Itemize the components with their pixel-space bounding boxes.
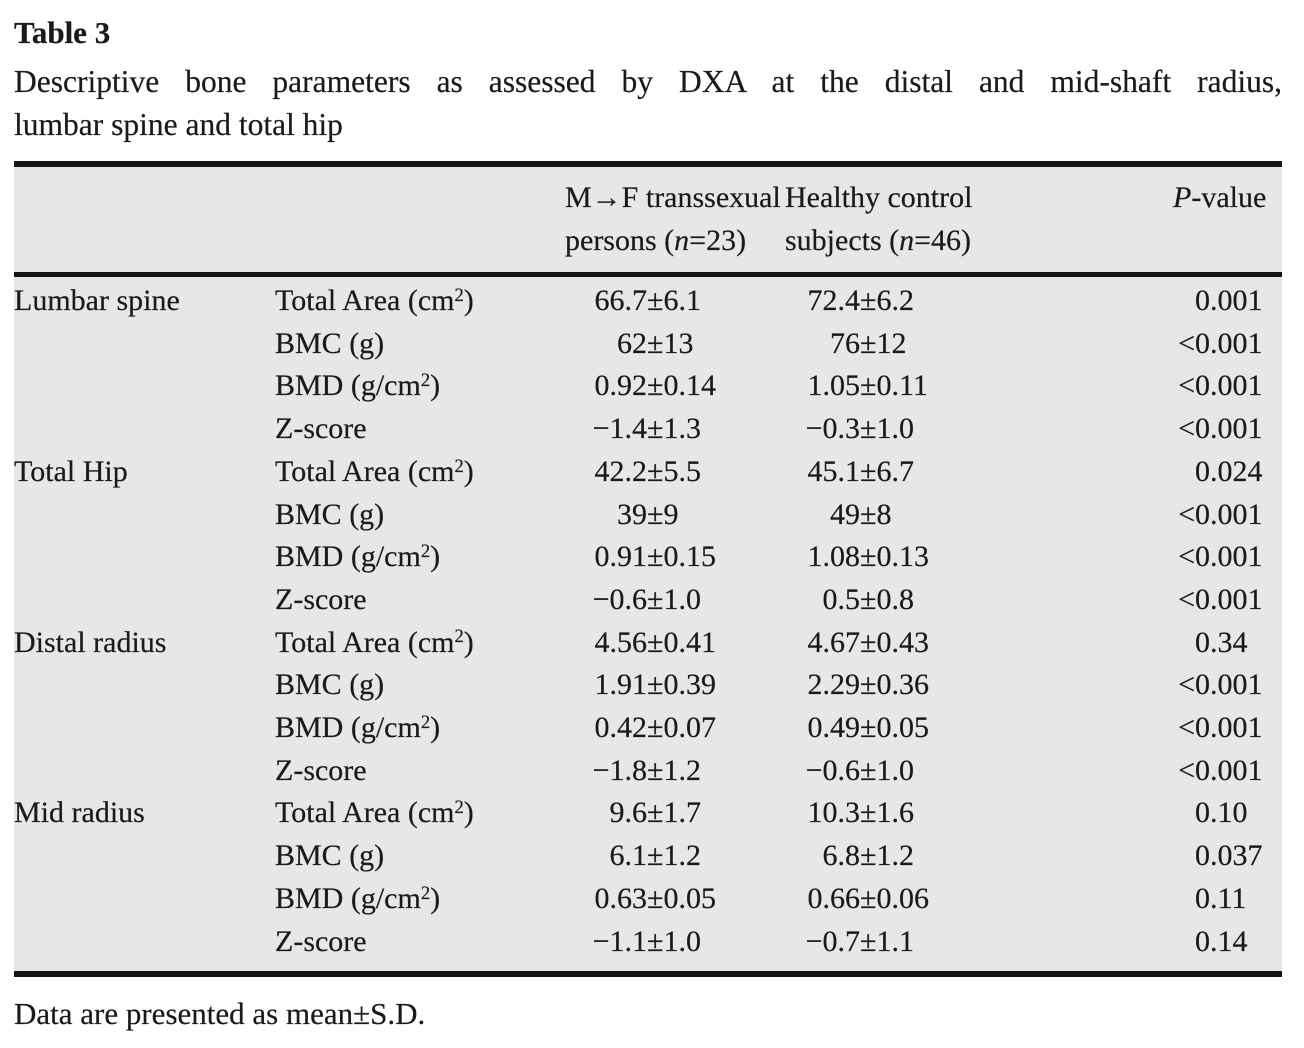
- row-parameter: BMD $(g/cm^2)$: [275, 540, 441, 574]
- cell-transsexual-value: −0.6±1.0: [592, 582, 701, 616]
- plus-minus-sign: ±: [647, 326, 664, 360]
- header-transsexual-group: [565, 176, 785, 262]
- table-row: [14, 408, 1282, 451]
- row-group-label: Total Hip: [14, 454, 128, 488]
- cell-p-value: 0.037: [1195, 839, 1263, 873]
- cell-p-value: <0.001: [1178, 753, 1263, 787]
- plus-minus-sign: ±: [860, 497, 877, 531]
- plus-minus-sign: ±: [860, 369, 877, 403]
- plus-minus-sign: ±: [860, 753, 877, 787]
- cell-p-value: <0.001: [1178, 497, 1263, 531]
- plus-minus-sign: ±: [647, 497, 664, 531]
- cell-transsexual-value: −1.8±1.2: [592, 753, 701, 787]
- plus-minus-sign: ±: [860, 454, 877, 488]
- n-symbol: n: [674, 224, 690, 257]
- cell-control-value: 0.66±0.06: [807, 881, 929, 915]
- table-body: [14, 277, 1282, 971]
- plus-minus-sign: ±: [647, 625, 664, 659]
- header-control-group: [785, 176, 1105, 262]
- table-header: [14, 167, 1282, 272]
- cell-transsexual-value: 42.2±5.5: [594, 454, 701, 488]
- table-rule-bottom: [14, 971, 1282, 977]
- plus-minus-sign: ±: [647, 711, 664, 745]
- plus-minus-sign: ±: [860, 668, 877, 702]
- row-parameter: BMC (g): [275, 497, 385, 531]
- table-row: [14, 280, 1282, 323]
- cell-p-value: 0.14: [1195, 924, 1248, 958]
- cell-transsexual-value: 0.63±0.05: [594, 881, 716, 915]
- table-caption: [14, 60, 1282, 146]
- row-parameter: Total Area $(cm^2)$: [275, 625, 474, 659]
- plus-minus-sign: ±: [647, 454, 664, 488]
- table-row: [14, 792, 1282, 835]
- row-parameter: Z-score: [275, 412, 367, 446]
- table-row: [14, 707, 1282, 750]
- plus-minus-sign: ±: [860, 839, 877, 873]
- header-control-line2: subjects (n=46): [785, 224, 972, 257]
- row-parameter: Total Area $(cm^2)$: [275, 454, 474, 488]
- cell-transsexual-value: 0.42±0.07: [594, 711, 716, 745]
- cell-p-value: <0.001: [1178, 369, 1263, 403]
- row-parameter: BMD $(g/cm^2)$: [275, 711, 441, 745]
- table-row: [14, 622, 1282, 665]
- cell-p-value: <0.001: [1178, 668, 1263, 702]
- cell-transsexual-value: 4.56±0.41: [594, 625, 716, 659]
- plus-minus-sign: ±: [647, 796, 664, 830]
- row-parameter: BMC (g): [275, 326, 385, 360]
- row-parameter: BMD $(g/cm^2)$: [275, 369, 441, 403]
- cell-transsexual-value: 62±13: [617, 326, 694, 360]
- cell-p-value: 0.34: [1195, 625, 1248, 659]
- row-group-label: [14, 536, 275, 579]
- row-group-label: [14, 664, 275, 707]
- caption-line-1: Descriptive bone parameters as assessed by DXA at the distal and mid-shaft radius,: [14, 64, 1282, 99]
- cell-control-value: 45.1±6.7: [807, 454, 914, 488]
- plus-minus-sign: ±: [860, 284, 877, 317]
- row-parameter: Total Area $(cm^2)$: [275, 796, 474, 830]
- table-row: [14, 664, 1282, 707]
- p-symbol: P: [1173, 181, 1192, 214]
- table-row: [14, 579, 1282, 622]
- cell-control-value: 0.49±0.05: [807, 711, 929, 745]
- table-row: [14, 878, 1282, 921]
- row-group-label: Lumbar spine: [14, 284, 180, 317]
- table-row: [14, 365, 1282, 408]
- header-transsexual-line1: M→F transsexual: [565, 181, 781, 214]
- cell-control-value: −0.7±1.1: [805, 924, 914, 958]
- table-row: [14, 494, 1282, 537]
- cell-transsexual-value: 0.92±0.14: [594, 369, 716, 403]
- row-parameter: Z-score: [275, 582, 367, 616]
- cell-control-value: 4.67±0.43: [807, 625, 929, 659]
- row-group-label: [14, 750, 275, 793]
- row-parameter: BMC (g): [275, 839, 385, 873]
- row-group-label: [14, 878, 275, 921]
- cell-control-value: 72.4±6.2: [807, 284, 914, 317]
- row-parameter: BMC (g): [275, 668, 385, 702]
- cell-transsexual-value: 1.91±0.39: [594, 668, 716, 702]
- plus-minus-sign: ±: [647, 668, 664, 702]
- cell-p-value: 0.001: [1195, 284, 1263, 317]
- cell-control-value: −0.6±1.0: [805, 753, 914, 787]
- cell-control-value: 10.3±1.6: [807, 796, 914, 830]
- row-group-label: [14, 323, 275, 366]
- row-group-label: Mid radius: [14, 796, 145, 830]
- plus-minus-sign: ±: [860, 582, 877, 616]
- plus-minus-sign: ±: [647, 753, 664, 787]
- table-row: [14, 451, 1282, 494]
- row-group-label: [14, 921, 275, 964]
- plus-minus-sign: ±: [647, 881, 664, 915]
- table-footnote: Data are presented as mean±S.D.: [14, 996, 426, 1032]
- plus-minus-sign: ±: [647, 284, 664, 317]
- plus-minus-sign: ±: [647, 839, 664, 873]
- cell-control-value: 6.8±1.2: [822, 839, 914, 873]
- row-parameter: BMD $(g/cm^2)$: [275, 881, 441, 915]
- row-parameter: Total Area $(cm^2)$: [275, 284, 474, 317]
- header-transsexual-line2: persons (n=23): [565, 224, 747, 257]
- paper-table-figure: [0, 14, 1304, 1034]
- row-parameter: Z-score: [275, 753, 367, 787]
- header-control-line1: Healthy control: [785, 181, 973, 214]
- plus-minus-sign: ±: [860, 540, 877, 574]
- caption-line-2: lumbar spine and total hip: [14, 107, 343, 142]
- plus-minus-sign: ±: [860, 412, 877, 446]
- plus-minus-sign: ±: [860, 924, 877, 958]
- row-group-label: [14, 365, 275, 408]
- cell-transsexual-value: 66.7±6.1: [594, 284, 701, 317]
- cell-transsexual-value: 0.91±0.15: [594, 540, 716, 574]
- header-empty-group: [14, 176, 275, 262]
- cell-control-value: −0.3±1.0: [805, 412, 914, 446]
- row-group-label: Distal radius: [14, 625, 167, 659]
- plus-minus-sign: ±: [647, 369, 664, 403]
- plus-minus-sign: ±: [647, 540, 664, 574]
- plus-minus-sign: ±: [860, 326, 877, 360]
- row-group-label: [14, 707, 275, 750]
- row-group-label: [14, 835, 275, 878]
- plus-minus-sign: ±: [860, 625, 877, 659]
- cell-p-value: 0.024: [1195, 454, 1263, 488]
- cell-control-value: 1.08±0.13: [807, 540, 929, 574]
- row-group-label: [14, 408, 275, 451]
- plus-minus-sign: ±: [647, 924, 664, 958]
- cell-p-value: <0.001: [1178, 540, 1263, 574]
- row-group-label: [14, 579, 275, 622]
- cell-p-value: <0.001: [1178, 582, 1263, 616]
- cell-p-value: <0.001: [1178, 326, 1263, 360]
- table-row: [14, 536, 1282, 579]
- n-symbol: n: [899, 224, 915, 257]
- cell-control-value: 1.05±0.11: [807, 369, 928, 403]
- cell-control-value: 0.5±0.8: [822, 582, 914, 616]
- cell-p-value: 0.11: [1195, 881, 1247, 915]
- row-group-label: [14, 494, 275, 537]
- plus-minus-sign: ±: [647, 582, 664, 616]
- table-row: [14, 921, 1282, 964]
- cell-control-value: 49±8: [830, 497, 892, 531]
- table-row: [14, 750, 1282, 793]
- table-row: [14, 835, 1282, 878]
- header-empty-parameter: [275, 176, 565, 262]
- cell-transsexual-value: −1.1±1.0: [592, 924, 701, 958]
- plus-minus-sign: ±: [860, 711, 877, 745]
- table-label: Table 3: [14, 15, 111, 50]
- cell-transsexual-value: 9.6±1.7: [609, 796, 701, 830]
- table-row: [14, 323, 1282, 366]
- row-parameter: Z-score: [275, 924, 367, 958]
- cell-transsexual-value: 39±9: [617, 497, 679, 531]
- header-p-value: P-value: [1173, 181, 1267, 214]
- cell-p-value: 0.10: [1195, 796, 1248, 830]
- plus-minus-sign: ±: [860, 881, 877, 915]
- cell-transsexual-value: −1.4±1.3: [592, 412, 701, 446]
- plus-minus-sign: ±: [860, 796, 877, 830]
- cell-p-value: <0.001: [1178, 412, 1263, 446]
- cell-control-value: 76±12: [830, 326, 907, 360]
- cell-control-value: 2.29±0.36: [807, 668, 929, 702]
- cell-p-value: <0.001: [1178, 711, 1263, 745]
- plus-minus-sign: ±: [647, 412, 664, 446]
- cell-transsexual-value: 6.1±1.2: [609, 839, 701, 873]
